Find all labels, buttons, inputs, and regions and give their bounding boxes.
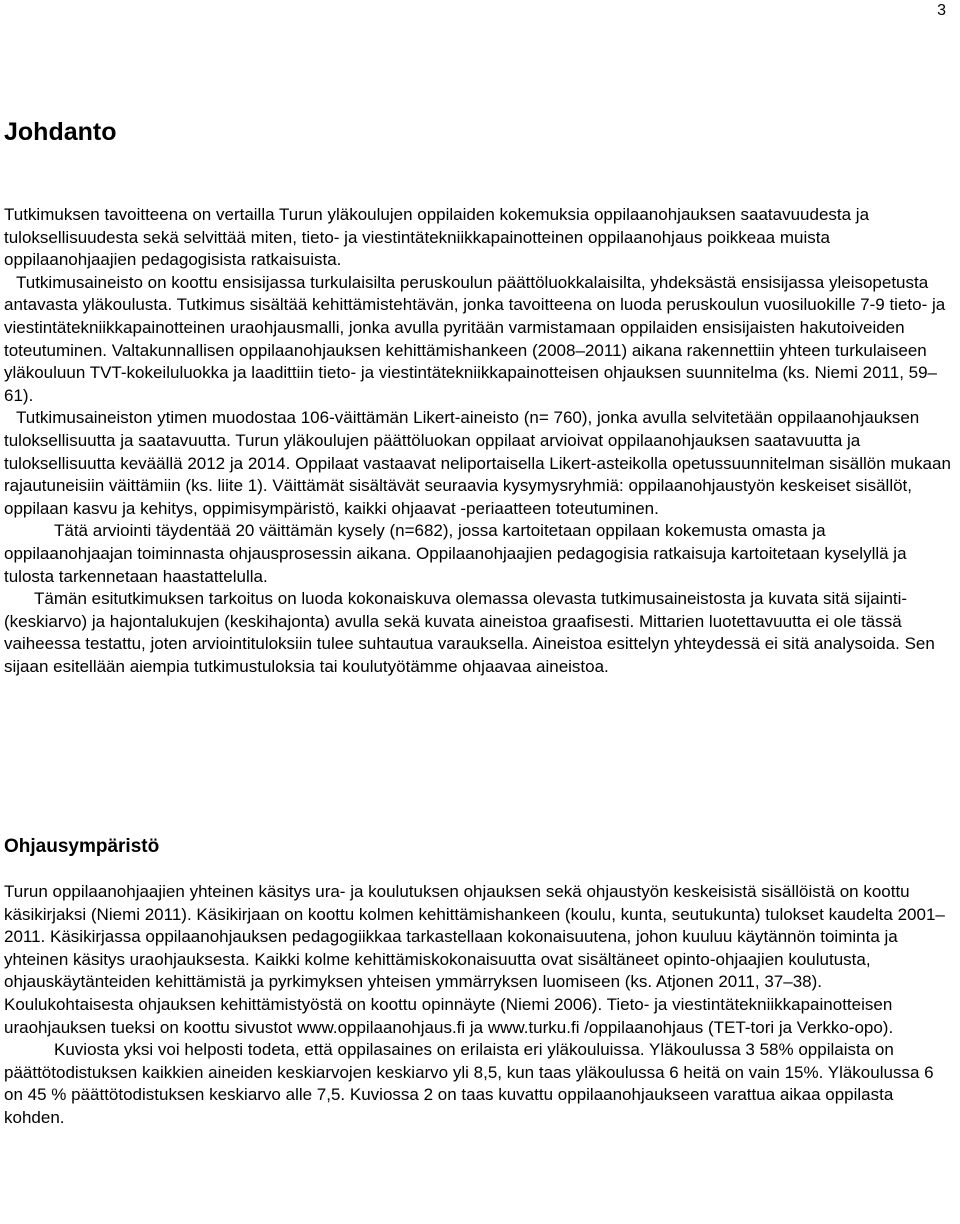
page-number: 3 [937,2,946,19]
paragraph: Tutkimusaineisto on koottu ensisijassa turkulaisilta peruskoulun päättöluokkalaisilta, yhdeksästä ensisijassa yleisopetusta antavasta yläkoulusta. Tutkimus sisältää kehittämistehtävän, jonka tavoitteena on luoda peruskoulun vuosiluokille 7-9 tieto- ja viestintätekniikkapainotteinen uraohjausmalli, jonka avulla pyritään varmistamaan oppilaiden ensisijaisten hakutoiveiden toteutuminen. Valtakunnallisen oppilaanohjauksen kehittämishankeen (2008–2011) aikana rakennettiin yhteen turkulaiseen yläkouluun TVT-kokeiluluokka ja laadittiin tieto- ja viestintätekniikkapainotteisen ohjauksen suunnitelma (ks. Niemi 2011, 59–61). [4,272,946,405]
paragraph: Tutkimusaineiston ytimen muodostaa 106-väittämän Likert-aineisto (n= 760), jonka avulla selvitetään oppilaanohjauksen tuloksellisuutta ja saatavuutta. Turun yläkoulujen päättöluokan oppilaat arvioivat oppilaanohjauksen saatavuutta ja tuloksellisuutta keväällä 2012 ja 2014. Oppilaat vastaavat neliportaisella Likert-asteikolla opetussuunnitelman sisällön mukaan rajautuneisiin väittämiin (ks. liite 1). Väittämät sisältävät seuraavia kysymysryhmiä: oppilaanohjaustyön keskeiset sisällöt, oppilaan kasvu ja kehitys, oppimisympäristö, kaikki ohjaavat -periaatteen toteutuminen. [4,408,951,518]
paragraph: Kuviosta yksi voi helposti todeta, että oppilasaines on erilaista eri yläkouluissa. Yläkoulussa 3 58% oppilaista on päättötodistuksen kaikkien aineiden keskiarvojen keskiarvo yli 8,5, kun taas yläkoulussa 6 heitä on vain 15%. Yläkoulussa 6 on 45 % päättötodistuksen keskiarvo alle 7,5. Kuviossa 2 on taas kuvattu oppilaanohjaukseen varattua aikaa oppilasta kohden. [4,1040,934,1127]
section-johdanto-body [4,204,954,678]
paragraph: Tutkimuksen tavoitteena on vertailla Turun yläkoulujen oppilaiden kokemuksia oppilaanohjauksen saatavuudesta ja tuloksellisuudesta sekä selvittää miten, tieto- ja viestintätekniikkapainotteinen oppilaanohjaus poikkeaa muista oppilaanohjaajien pedagogisista ratkaisuista. [4,205,870,270]
paragraph: Tämän esitutkimuksen tarkoitus on luoda kokonaiskuva olemassa olevasta tutkimusaineistosta ja kuvata sitä sijainti- (keskiarvo) ja hajontalukujen (keskihajonta) avulla sekä kuvata aineistoa graafisesti. Mittarien luotettavuutta ei ole tässä vaiheessa testattu, joten arviointituloksiin tulee suhtautua varauksella. Aineistoa esittelyn yhteydessä ei sitä analysoida. Sen sijaan esitellään aiempia tutkimustuloksia tai koulutyötämme ohjaavaa aineistoa. [4,589,935,676]
section-heading-johdanto: Johdanto [4,118,117,146]
paragraph: Tätä arviointi täydentää 20 väittämän kysely (n=682), jossa kartoitetaan oppilaan kokemusta omasta ja oppilaanohjaajan toiminnasta ohjausprosessin aikana. Oppilaanohjaajien pedagogisia ratkaisuja kartoitetaan kyselyllä ja tulosta tarkennetaan haastattelulla. [4,521,907,586]
section-ohjausymparisto-body [4,881,954,1130]
section-heading-ohjausymparisto: Ohjausympäristö [4,836,160,857]
paragraph: Turun oppilaanohjaajien yhteinen käsitys ura- ja koulutuksen ohjauksen sekä ohjaustyön keskeisistä sisällöistä on koottu käsikirjaksi (Niemi 2011). Käsikirjaan on koottu kolmen kehittämishankeen (koulu, kunta, seutukunta) tulokset kaudelta 2001–2011. Käsikirjassa oppilaanohjauksen pedagogiikkaa tarkastellaan kokonaisuutena, johon kuuluu käytännön toiminta ja yhteinen käsitys uraohjauksesta. Kaikki kolme kehittämiskokonaisuutta ovat sisältäneet opinto-ohjaajien koulutusta, ohjauskäytänteiden kehittämistä ja pyrkimyksen yhteisen ymmärryksen luomiseen (ks. Atjonen 2011, 37–38). Koulukohtaisesta ohjauksen kehittämistyöstä on koottu opinnäyte (Niemi 2006). Tieto- ja viestintätekniikkapainotteisen uraohjauksen tueksi on koottu sivustot www.oppilaanohjaus.fi ja www.turku.fi /oppilaanohjaus (TET-tori ja Verkko-opo). [4,882,945,1037]
